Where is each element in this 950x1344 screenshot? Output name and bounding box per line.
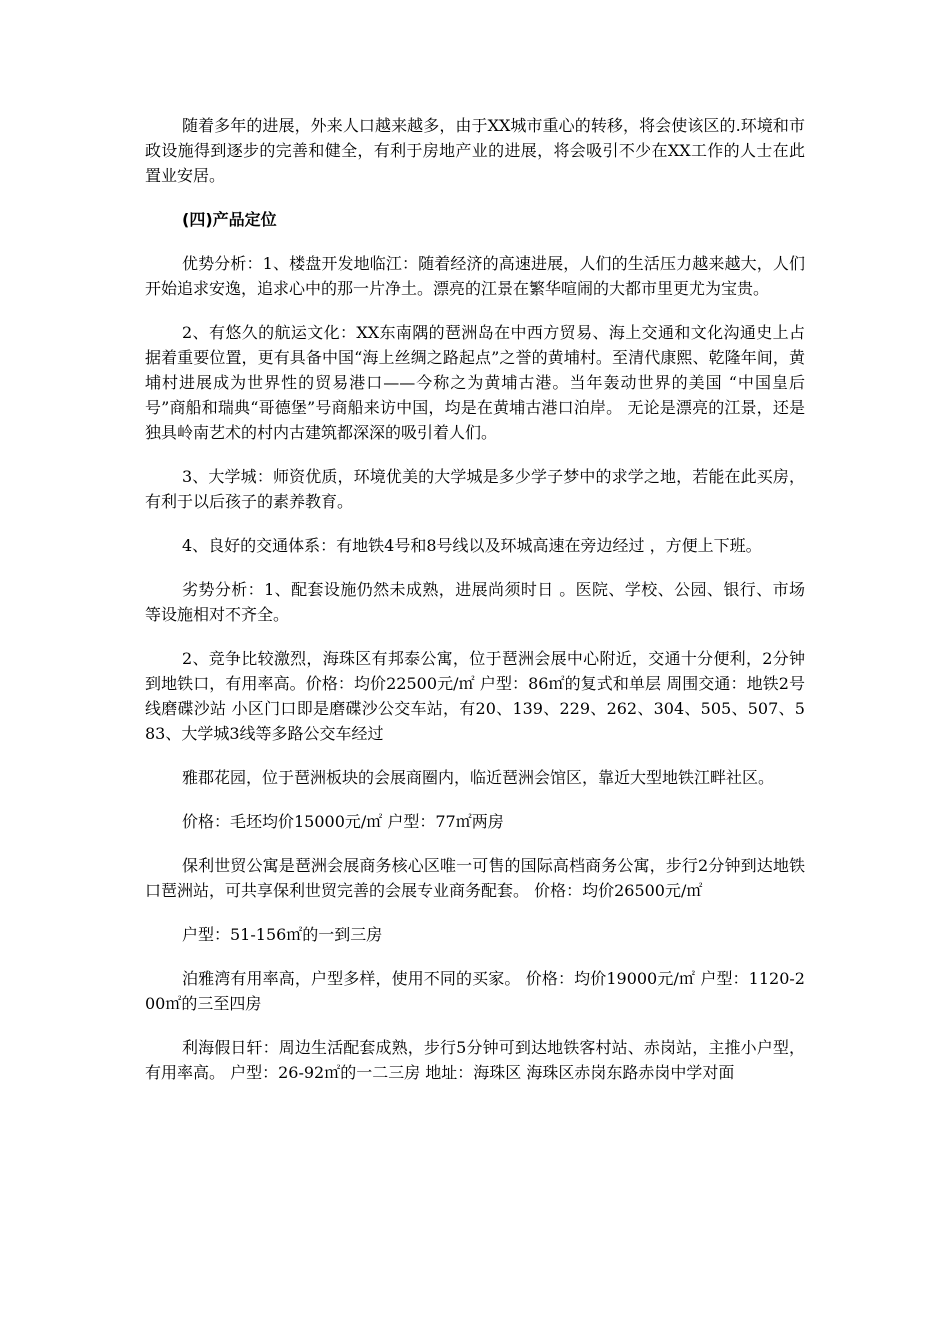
paragraph-yajun-price: 价格：毛坯均价15000元/㎡ 户型：77㎡两房 [182,812,504,831]
paragraph-yajun-garden: 雅郡花园，位于琶洲板块的会展商圈内，临近琶洲会馆区，靠近大型地铁江畔社区。 [182,768,775,787]
paragraph-population-growth: 随着多年的进展，外来人口越来越多，由于XX城市重心的转移，将会使该区的.环境和市政设施得到逐步的完善和健全，有利于房地产业的进展，将会吸引不少在XX工作的人士在此置业安居。 [145,116,805,185]
document-body [145,113,805,1085]
paragraph-poly-unit-types: 户型：51-156㎡的一到三房 [182,925,383,944]
paragraph-poly-world-trade: 保利世贸公寓是琶洲会展商务核心区唯一可售的国际高档商务公寓，步行2分钟到达地铁口琶洲站，可共享保利世贸完善的会展专业商务配套。 价格：均价26500元/㎡ [145,856,805,900]
paragraph-advantage-university-city: 3、大学城：师资优质，环境优美的大学城是多少学子梦中的求学之地，若能在此买房，有利于以后孩子的素养教育。 [145,467,805,511]
paragraph-boya-bay: 泊雅湾有用率高，户型多样，使用不同的买家。 价格：均价19000元/㎡ 户型：1120-200㎡的三至四房 [145,969,805,1013]
paragraph-advantage-riverside: 优势分析：1、楼盘开发地临江：随着经济的高速进展，人们的生活压力越来越大，人们开始追求安逸，追求心中的那一片净土。漂亮的江景在繁华喧闹的大都市里更尤为宝贵。 [145,254,805,298]
section-heading-product-positioning: (四)产品定位 [182,210,277,229]
paragraph-advantage-transport: 4、良好的交通体系：有地铁4号和8号线以及环城高速在旁边经过 ，方便上下班。 [182,536,762,555]
paragraph-advantage-shipping-culture: 2、有悠久的航运文化：XX东南隅的琶洲岛在中西方贸易、海上交通和文化沟通史上占据着重要位置，更有具备中国“海上丝绸之路起点”之誉的黄埔村。至清代康熙、乾隆年间，黄埔村进展成为世界性的贸易港口——今称之为黄埔古港。当年轰动世界的美国 “中国皇后号”商船和瑞典“哥德堡”号商船来访中国，均是在黄埔古港口泊岸。 无论是漂亮的江景，还是独具岭南艺术的村内古建筑都深深的吸引着人们。 [145,323,805,442]
paragraph-lihai-holiday: 利海假日轩：周边生活配套成熟，步行5分钟可到达地铁客村站、赤岗站，主推小户型，有用率高。 户型：26-92㎡的一二三房 地址：海珠区 海珠区赤岗东路赤岗中学对面 [145,1038,805,1082]
paragraph-disadvantage-competition: 2、竞争比较激烈，海珠区有邦泰公寓，位于琶洲会展中心附近，交通十分便利，2分钟到地铁口，有用率高。价格：均价22500元/㎡ 户型：86㎡的复式和单层 周围交通：地铁2号线磨碟沙站 小区门口即是磨碟沙公交车站，有20、139、229、262、304、505、507、583、大学城3线等多路公交车经过 [145,649,805,743]
paragraph-disadvantage-facilities: 劣势分析：1、配套设施仍然未成熟，进展尚须时日 。医院、学校、公园、银行、市场等设施相对不齐全。 [145,580,805,624]
